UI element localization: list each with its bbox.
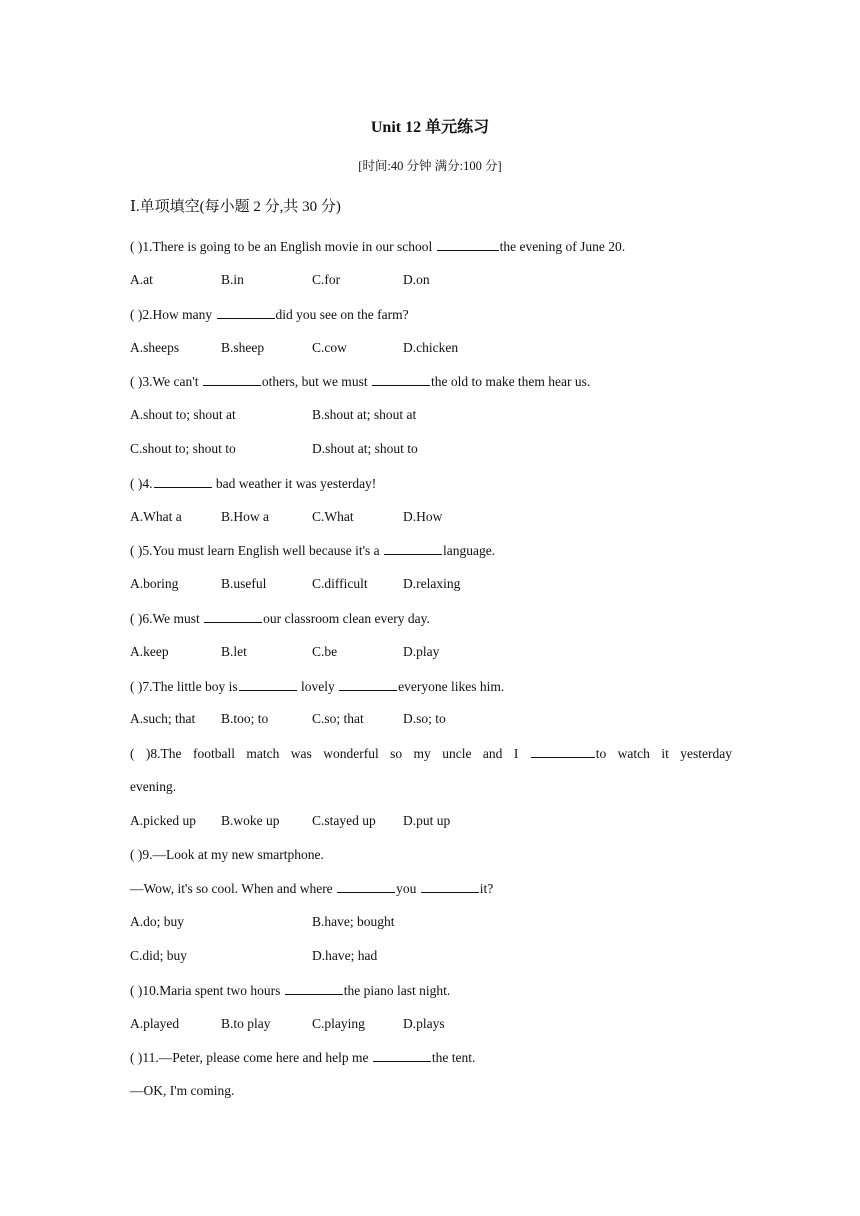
option-a: A.played xyxy=(130,1016,180,1031)
option-c: C.stayed up xyxy=(312,813,376,828)
question-11-reply xyxy=(130,1081,732,1101)
option-d: D.on xyxy=(403,272,430,287)
question-number: 5. xyxy=(142,543,153,558)
question-text: —OK, I'm coming. xyxy=(130,1083,235,1098)
answer-paren: ( ) xyxy=(130,746,151,761)
question-number: 2. xyxy=(142,307,153,322)
question-text: evening. xyxy=(130,779,177,794)
section-heading: Ⅰ.单项填空(每小题 2 分,共 30 分) xyxy=(130,199,341,215)
answer-blank xyxy=(285,980,343,995)
question-number: 1. xyxy=(142,239,153,254)
option-a: A.picked up xyxy=(130,813,196,828)
option-a: A.sheeps xyxy=(130,340,180,355)
answer-blank xyxy=(421,878,479,893)
question-number: 4. xyxy=(142,476,153,491)
question-text: The football match was wonderful so my uncle and I xyxy=(160,746,530,761)
question-7 xyxy=(130,676,732,697)
question-text: to watch it yesterday xyxy=(595,746,732,761)
question-text: The little boy is xyxy=(152,679,238,694)
option-a: A.What a xyxy=(130,509,182,524)
answer-blank xyxy=(339,676,397,691)
question-6 xyxy=(130,608,732,629)
question-text: There is going to be an English movie in our school xyxy=(152,239,436,254)
option-c: C.shout to; shout to xyxy=(130,441,236,456)
answer-blank xyxy=(217,304,275,319)
answer-blank xyxy=(531,743,595,758)
option-c: C.so; that xyxy=(312,711,364,726)
answer-paren: ( ) xyxy=(130,543,143,558)
option-b: B.sheep xyxy=(221,340,265,355)
question-text: the tent. xyxy=(431,1050,476,1065)
question-9 xyxy=(130,845,732,865)
option-c: C.for xyxy=(312,272,341,287)
question-5 xyxy=(130,540,732,561)
answer-paren: ( ) xyxy=(130,374,143,389)
question-number: 11. xyxy=(142,1050,159,1065)
question-text: the evening of June 20. xyxy=(499,239,626,254)
option-b: B.to play xyxy=(221,1016,271,1031)
question-text: You must learn English well because it's a xyxy=(152,543,384,558)
question-text: our classroom clean every day. xyxy=(263,611,430,626)
answer-blank xyxy=(239,676,297,691)
question-text: you xyxy=(396,881,420,896)
question-text: We must xyxy=(152,611,204,626)
question-text: bad weather it was yesterday! xyxy=(212,476,377,491)
option-c: C.difficult xyxy=(312,576,368,591)
question-text: lovely xyxy=(297,679,339,694)
answer-paren: ( ) xyxy=(130,476,143,491)
question-text: —Wow, it's so cool. When and where xyxy=(130,881,337,896)
question-9-reply xyxy=(130,878,732,899)
answer-blank xyxy=(203,371,261,386)
option-b: B.useful xyxy=(221,576,267,591)
option-a: A.shout to; shout at xyxy=(130,407,236,422)
option-a: A.boring xyxy=(130,576,179,591)
answer-blank xyxy=(372,371,430,386)
answer-blank xyxy=(337,878,395,893)
option-d: D.so; to xyxy=(403,711,446,726)
answer-blank xyxy=(154,473,212,488)
answer-blank xyxy=(204,608,262,623)
question-1 xyxy=(130,236,732,257)
question-3 xyxy=(130,371,732,392)
option-c: C.did; buy xyxy=(130,948,188,963)
option-d: D.plays xyxy=(403,1016,445,1031)
option-b: B.have; bought xyxy=(312,914,395,929)
answer-paren: ( ) xyxy=(130,679,143,694)
option-a: A.keep xyxy=(130,644,169,659)
option-d: D.How xyxy=(403,509,443,524)
question-number: 3. xyxy=(142,374,153,389)
option-d: D.shout at; shout to xyxy=(312,441,418,456)
option-a: A.do; buy xyxy=(130,914,184,929)
answer-paren: ( ) xyxy=(130,611,143,626)
answer-paren: ( ) xyxy=(130,847,143,862)
question-8 xyxy=(130,743,732,764)
option-d: D.relaxing xyxy=(403,576,461,591)
option-b: B.How a xyxy=(221,509,269,524)
option-b: B.shout at; shout at xyxy=(312,407,417,422)
option-d: D.have; had xyxy=(312,948,378,963)
option-c: C.cow xyxy=(312,340,347,355)
answer-blank xyxy=(373,1047,431,1062)
option-b: B.let xyxy=(221,644,247,659)
question-number: 10. xyxy=(142,983,160,998)
option-d: D.chicken xyxy=(403,340,459,355)
question-number: 7. xyxy=(142,679,153,694)
option-b: B.in xyxy=(221,272,244,287)
question-4 xyxy=(130,473,732,494)
question-text: others, but we must xyxy=(261,374,371,389)
answer-paren: ( ) xyxy=(130,1050,143,1065)
option-b: B.too; to xyxy=(221,711,269,726)
answer-paren: ( ) xyxy=(130,239,143,254)
option-a: A.such; that xyxy=(130,711,196,726)
exam-subtitle: [时间:40 分钟 满分:100 分] xyxy=(358,159,502,173)
option-c: C.What xyxy=(312,509,354,524)
option-d: D.put up xyxy=(403,813,451,828)
question-text: —Peter, please come here and help me xyxy=(158,1050,372,1065)
question-number: 6. xyxy=(142,611,153,626)
option-c: C.playing xyxy=(312,1016,365,1031)
question-text: did you see on the farm? xyxy=(275,307,409,322)
option-a: A.at xyxy=(130,272,153,287)
question-text: it? xyxy=(479,881,494,896)
option-d: D.play xyxy=(403,644,440,659)
question-text: the piano last night. xyxy=(343,983,451,998)
answer-blank xyxy=(384,540,442,555)
option-b: B.woke up xyxy=(221,813,280,828)
question-text: Maria spent two hours xyxy=(159,983,284,998)
question-8-continued xyxy=(130,777,732,797)
question-number: 8. xyxy=(150,746,161,761)
question-text: everyone likes him. xyxy=(398,679,505,694)
question-11 xyxy=(130,1047,732,1068)
question-10 xyxy=(130,980,732,1001)
answer-blank xyxy=(437,236,499,251)
question-text: language. xyxy=(443,543,496,558)
option-c: C.be xyxy=(312,644,338,659)
question-2 xyxy=(130,304,732,325)
answer-paren: ( ) xyxy=(130,983,143,998)
question-text: We can't xyxy=(152,374,202,389)
question-text: the old to make them hear us. xyxy=(430,374,591,389)
question-text: —Look at my new smartphone. xyxy=(152,847,324,862)
answer-paren: ( ) xyxy=(130,307,143,322)
exam-title: Unit 12 单元练习 xyxy=(370,119,490,136)
question-number: 9. xyxy=(142,847,153,862)
question-text: How many xyxy=(152,307,216,322)
